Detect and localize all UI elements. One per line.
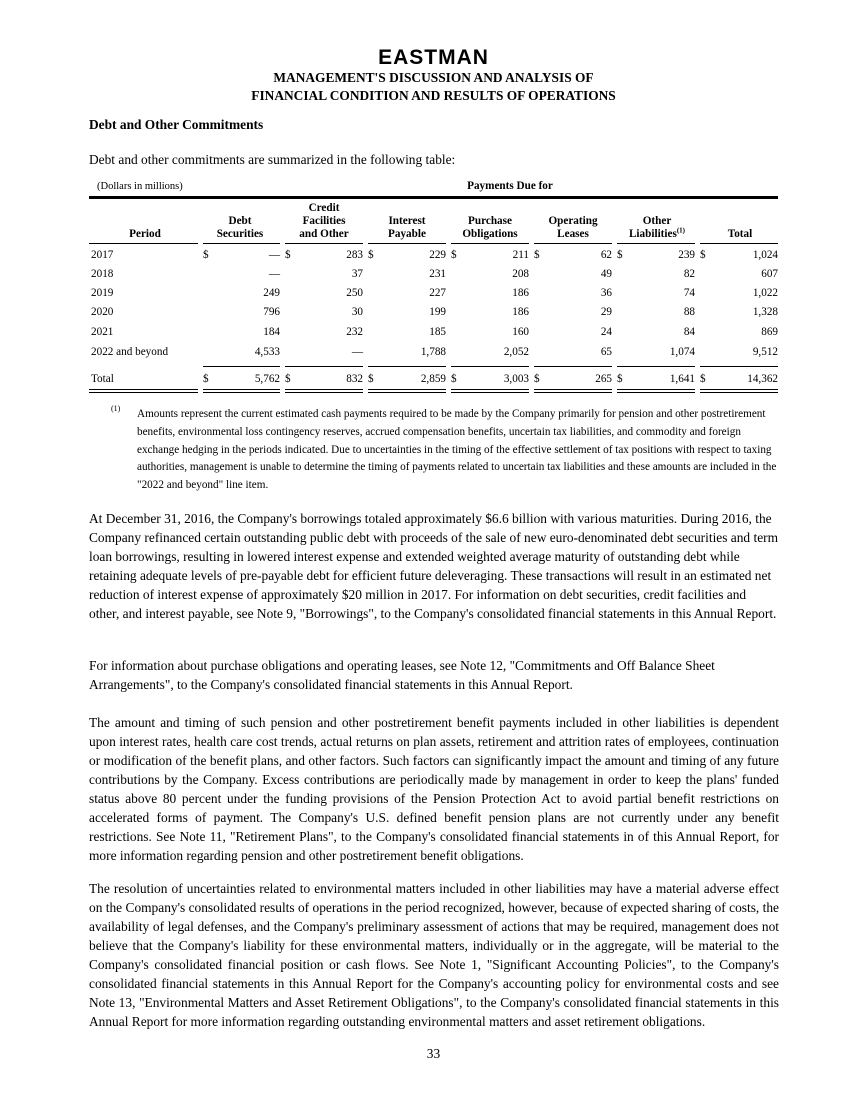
page-number: 33 [426,1046,441,1061]
footnote-mark: (1) [111,404,121,413]
col-header-interest-l1: Interest [388,215,426,227]
total-double-rule [700,389,778,390]
table-cell-value: 82 [683,268,695,280]
col-header-credit-l3: and Other [299,228,349,240]
table-group-header: Payments Due for [467,180,553,192]
table-cell-value: 1,788 [420,346,446,358]
total-double-rule [203,392,280,393]
total-double-rule [368,392,446,393]
table-cell-value: 37 [351,268,363,280]
currency-symbol: $ [285,249,291,261]
header-underline [617,243,695,244]
row-period-label: 2021 [91,326,114,338]
col-header-interest-payable [367,215,447,241]
currency-symbol: $ [534,249,540,261]
table-cell-value: 239 [678,249,695,261]
currency-symbol: $ [285,373,291,385]
footnote-text: Amounts represent the current estimated cash payments required to be made by the Company primarily for pension and other postretirement benefits, environmental loss contingency reserves, accrued compensation benefits, uncertain tax liabilities, and commodity and foreign exchange hedging in the periods indicated. Due to uncertainties in the timing of the effective settlement of tax positions with respect to taxing authorities, management is unable to determine the timing of payments related to uncertain tax liabilities and these amounts are included in the "2022 and beyond" line item. [137,408,777,492]
total-double-rule [451,389,529,390]
currency-symbol: $ [203,249,209,261]
section-title: Debt and Other Commitments [89,117,264,132]
col-header-credit-l1: Credit [308,202,340,214]
table-cell-value: 199 [429,306,446,318]
total-double-rule [617,392,695,393]
col-header-credit-facilities [284,202,364,241]
table-cell-value: 2,859 [420,373,446,385]
table-cell-value: 24 [600,326,612,338]
table-cell-value: 250 [346,287,363,299]
header-underline [285,243,363,244]
intro-text: Debt and other commitments are summarized in the following table: [89,152,456,167]
row-period-label: 2020 [91,306,114,318]
table-cell-value: 211 [512,249,529,261]
paragraph-purchase-obligations: For information about purchase obligations and operating leases, see Note 12, "Commitments and Off Balance Sheet Arrangements", to the Company's consolidated financial statements in this Annual Report. [89,658,715,692]
header-underline [203,243,280,244]
table-cell-value: 265 [595,373,612,385]
table-cell-value: 283 [346,249,363,261]
total-double-rule [285,389,363,390]
col-header-debt-l1: Debt [228,215,252,227]
table-cell-value: 2,052 [503,346,529,358]
col-header-debt-securities [200,215,280,241]
currency-symbol: $ [700,249,706,261]
col-header-other-l2: Liabilities [628,228,677,240]
col-header-interest-l2: Payable [388,228,426,240]
table-cell-value: 249 [263,287,280,299]
col-header-total: Total [727,228,753,240]
total-double-rule [285,392,363,393]
table-cell-value: 1,074 [669,346,695,358]
total-double-rule [534,392,612,393]
row-period-label: Total [91,373,114,385]
table-cell-value: 36 [600,287,612,299]
total-double-rule [203,389,280,390]
total-double-rule [368,389,446,390]
table-cell-value: 4,533 [254,346,280,358]
table-cell-value: 1,641 [669,373,695,385]
table-cell-value: 30 [351,306,363,318]
table-cell-value: 49 [600,268,612,280]
table-cell-value: 832 [346,373,363,385]
table-cell-value: 185 [429,326,446,338]
col-header-purchase-l2: Obligations [462,228,518,240]
total-double-rule [89,392,198,393]
header-underline [534,243,612,244]
row-period-label: 2019 [91,287,114,299]
col-header-operating-l2: Leases [557,228,589,240]
table-cell-value: 88 [683,306,695,318]
footnote-reference: (1) [676,226,686,235]
table-cell-value: 227 [429,287,446,299]
table-cell-value: 160 [512,326,529,338]
table-cell-value: 5,762 [254,373,280,385]
table-cell-value: 74 [683,287,695,299]
company-logo: EASTMAN [378,46,489,69]
table-cell-value: 1,024 [752,249,778,261]
table-cell-value: 84 [683,326,695,338]
col-header-purchase-l1: Purchase [468,215,512,227]
col-header-other-liabilities [612,215,702,241]
table-cell-value: 14,362 [747,373,778,385]
currency-symbol: $ [534,373,540,385]
header-underline [700,243,778,244]
table-cell-value: 607 [761,268,778,280]
header-line-1: MANAGEMENT'S DISCUSSION AND ANALYSIS OF [273,70,594,85]
header-line-2: FINANCIAL CONDITION AND RESULTS OF OPERATIONS [251,88,616,103]
currency-symbol: $ [451,249,457,261]
subtotal-rule [534,366,612,367]
currency-symbol: $ [368,373,374,385]
paragraph-environmental: The resolution of uncertainties related to environmental matters included in other liabilities may have a material adverse effect on the Company's consolidated results of operations in the period recognized, however, because of expected sharing of costs, the availability of legal defenses, and the Company's preliminary assessment of actions that may be required, management does not believe that the Company's liability for these environmental matters, individually or in the aggregate, will be material to the Company's consolidated financial position or cash flows. See Note 1, "Significant Accounting Policies", to the Company's consolidated financial statements in this Annual Report for the Company's accounting policy for environmental costs and see Note 13, "Environmental Matters and Asset Retirement Obligations", to the Company's consolidated financial statements in this Annual Report for more information regarding outstanding environmental matters and asset retirement obligations. [89,881,779,1029]
col-header-period: Period [129,228,161,240]
paragraph-pension: The amount and timing of such pension and other postretirement benefit payments included in other liabilities is dependent upon interest rates, health care cost trends, actual returns on plan assets, retirement and attrition rates of employees, continuation or modification of the benefit plans, and other factors. Such factors can significantly impact the amount and timing of any future contributions by the Company. Excess contributions are periodically made by management in order to keep the plans' funded status above 80 percent under the funding provisions of the Pension Protection Act to avoid partial benefit restrictions on accelerated forms of payment. The Company's U.S. defined benefit pension plans are not currently under any benefit restrictions. See Note 11, "Retirement Plans", to the Company's consolidated financial statements in of this Annual Report, for more information regarding pension and other postretirement benefit obligations. [89,715,779,863]
table-cell-value: 9,512 [752,346,778,358]
total-double-rule [700,392,778,393]
row-period-label: 2017 [91,249,114,261]
table-cell-value: 65 [600,346,612,358]
currency-symbol: $ [451,373,457,385]
currency-symbol: $ [617,249,623,261]
table-cell-value: 186 [512,287,529,299]
table-cell-value: 869 [761,326,778,338]
table-cell-value: 208 [512,268,529,280]
subtotal-rule [285,366,363,367]
currency-symbol: $ [203,373,209,385]
row-period-label: 2018 [91,268,114,280]
total-double-rule [451,392,529,393]
table-cell-value: 3,003 [503,373,529,385]
total-double-rule [534,389,612,390]
table-cell-value: 232 [346,326,363,338]
col-header-operating-l1: Operating [548,215,598,227]
total-double-rule [617,389,695,390]
table-top-rule [89,196,778,199]
table-cell-value: 1,022 [752,287,778,299]
currency-symbol: $ [700,373,706,385]
col-header-purchase-obligations [450,215,530,241]
table-cell-value: 796 [263,306,280,318]
table-cell-value: — [351,346,363,358]
table-cell-value: 29 [600,306,612,318]
table-cell-value: — [268,268,280,280]
currency-symbol: $ [617,373,623,385]
table-cell-value: 186 [512,306,529,318]
table-cell-value: 229 [429,249,446,261]
header-underline [368,243,446,244]
currency-symbol: $ [368,249,374,261]
paragraph-borrowings: At December 31, 2016, the Company's borrowings totaled approximately $6.6 billion with various maturities. During 2016, the Company refinanced certain outstanding public debt with proceeds of the sale of new euro-denominated debt securities and term loan borrowings, resulting in lowered interest expense and extended weighted average maturity of outstanding debt while retaining adequate levels of pre-payable debt for efficient future deleveraging. These transactions will result in an estimated net reduction of interest expense of approximately $20 million in 2017. For information on debt securities, credit facilities and other, and interest payable, see Note 9, "Borrowings", to the Company's consolidated financial statements in this Annual Report. [89,511,779,621]
subtotal-rule [203,366,280,367]
table-cell-value: 184 [263,326,280,338]
subtotal-rule [700,366,778,367]
col-header-operating-leases [533,215,613,241]
header-underline [451,243,529,244]
col-header-credit-l2: Facilities [302,215,346,227]
subtotal-rule [368,366,446,367]
row-period-label: 2022 and beyond [91,346,169,358]
total-double-rule [89,389,198,390]
table-cell-value: 1,328 [752,306,778,318]
col-header-debt-l2: Securities [216,228,264,240]
col-header-other-l1: Other [642,215,672,227]
header-underline [89,243,198,244]
table-cell-value: 231 [429,268,446,280]
subtotal-rule [451,366,529,367]
table-units: (Dollars in millions) [97,181,183,192]
subtotal-rule [617,366,695,367]
table-cell-value: 62 [600,249,612,261]
table-cell-value: — [268,249,280,261]
